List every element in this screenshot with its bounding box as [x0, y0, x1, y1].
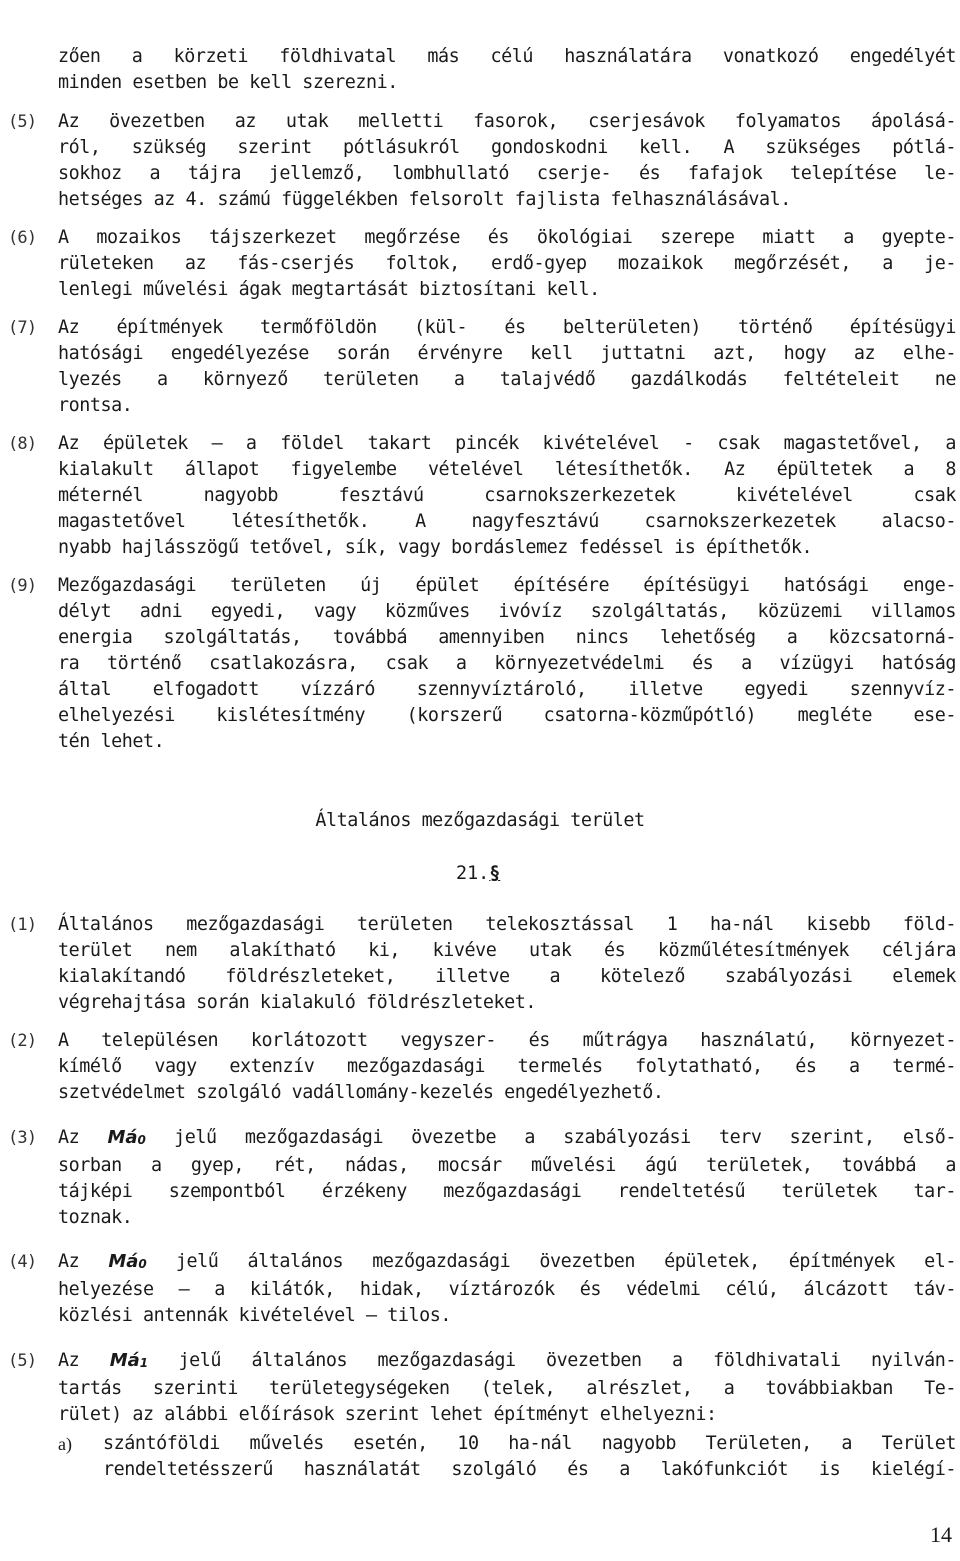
paragraph-line: sokhoz a tájra jellemző, lombhullató cserje- és fafajok telepítése le-	[58, 163, 956, 184]
paragraph-line: tén lehet.	[58, 731, 165, 752]
paragraph-number: (9)	[8, 576, 37, 596]
paragraph-line: Mezőgazdasági területen új épület építésére építésügyi hatósági enge-	[58, 575, 956, 596]
paragraph-line: délyt adni egyedi, vagy közműves ivóvíz szolgáltatás, közüzemi villamos	[58, 601, 956, 622]
paragraph-line: lyezés a környező területen a talajvédő gazdálkodás feltételeit ne	[58, 369, 956, 390]
paragraph-line: ra történő csatlakozásra, csak a környezetvédelmi és a vízügyi hatóság	[58, 653, 956, 674]
paragraph-number: (7)	[8, 318, 37, 338]
paragraph-line: A településen korlátozott vegyszer- és műtrágya használatú, környezet-	[58, 1030, 956, 1051]
paragraph-line: helyezése – a kilátók, hidak, víztározók és védelmi célú, álcázott táv-	[58, 1279, 956, 1300]
list-marker: a)	[58, 1434, 72, 1454]
zone-code-letters: Má	[108, 1251, 139, 1272]
line-rest: jelű általános mezőgazdasági övezetben épületek, építmények el-	[175, 1251, 956, 1272]
paragraph-line: Az épületek – a földel takart pincék kivételével - csak magastetővel, a	[58, 433, 956, 454]
zone-code-subscript: 0	[137, 1133, 146, 1147]
paragraph-line: kialakult állapot figyelembe vételével létesíthetők. Az épültetek a 8	[58, 459, 956, 480]
paragraph-line: Általános mezőgazdasági területen telekosztással 1 ha-nál kisebb föld-	[58, 914, 956, 935]
paragraph-line: hatósági engedélyezése során érvényre kell juttatni azt, hogy az elhe-	[58, 343, 956, 364]
paragraph-line: lenlegi művelési ágak megtartását biztosítani kell.	[58, 279, 600, 300]
paragraph-line: elhelyezési kislétesítmény (korszerű csatorna-közműpótló) megléte ese-	[58, 705, 956, 726]
paragraph-line: toznak.	[58, 1207, 133, 1228]
paragraph-number: (6)	[8, 228, 37, 248]
zone-code	[110, 1350, 148, 1371]
paragraph-line: sorban a gyep, rét, nádas, mocsár művelési ágú területek, továbbá a	[58, 1155, 956, 1176]
paragraph-line-with-zone	[58, 1249, 956, 1275]
paragraph-line: minden esetben be kell szerezni.	[58, 72, 398, 93]
zone-code-subscript: 1	[139, 1356, 149, 1370]
paragraph-line: tartás szerinti területegységeken (telek, alrészlet, a továbbiakban Te-	[58, 1378, 956, 1399]
paragraph-line: energia szolgáltatás, továbbá amennyiben nincs lehetőség a közcsatorná-	[58, 627, 956, 648]
paragraph-number: (4)	[8, 1252, 37, 1272]
page-number: 14	[930, 1522, 952, 1547]
paragraph-line: hetséges az 4. számú függelékben felsorolt fajlista felhasználásával.	[58, 189, 791, 210]
paragraph-line: ról, szükség szerint pótlásukról gondoskodni kell. A szükséges pótlá-	[58, 137, 956, 158]
section-number-value: 21.	[456, 863, 490, 884]
section-mark: §	[489, 863, 501, 884]
paragraph-line: szetvédelmet szolgáló vadállomány-kezelés engedélyezhető.	[58, 1082, 664, 1103]
zone-code	[107, 1127, 145, 1148]
paragraph-number: (2)	[8, 1031, 37, 1051]
paragraph-line: nyabb hajlásszögű tetővel, sík, vagy bordáslemez fedéssel is építhetők.	[58, 537, 813, 558]
zone-code-letters: Má	[109, 1350, 140, 1371]
paragraph-line: rontsa.	[58, 395, 133, 416]
paragraph-line: Az építmények termőföldön (kül- és belterületen) történő építésügyi	[58, 317, 956, 338]
section-title: Általános mezőgazdasági terület	[315, 810, 645, 831]
zone-code-letters: Má	[107, 1127, 138, 1148]
paragraph-line: tájképi szempontból érzékeny mezőgazdasági rendeltetésű területek tar-	[58, 1181, 956, 1202]
paragraph-line: rület) az alábbi előírások szerint lehet építményt elhelyezni:	[58, 1404, 717, 1425]
section-number	[456, 861, 500, 887]
intro-text: Az	[58, 1127, 80, 1148]
paragraph-number: (5)	[8, 112, 37, 132]
paragraph-line-with-zone	[58, 1348, 956, 1374]
paragraph-line: közlési antennák kivételével – tilos.	[58, 1305, 452, 1326]
paragraph-line: rületeken az fás-cserjés foltok, erdő-gyep mozaikok megőrzését, a je-	[58, 253, 956, 274]
paragraph-line-with-zone	[58, 1125, 956, 1151]
zone-code-subscript: 0	[138, 1257, 147, 1271]
paragraph-number: (3)	[8, 1128, 37, 1148]
line-rest: jelű általános mezőgazdasági övezetben a földhivatali nyilván-	[178, 1350, 956, 1371]
paragraph-line: végrehajtása során kialakuló földrészleteket.	[58, 992, 536, 1013]
paragraph-line: által elfogadott vízzáró szennyvíztároló, illetve egyedi szennyvíz-	[58, 679, 956, 700]
list-item-line: szántóföldi művelés esetén, 10 ha-nál nagyobb Területen, a Terület	[103, 1433, 956, 1454]
paragraph-line: kímélő vagy extenzív mezőgazdasági termelés folytatható, és a termé-	[58, 1056, 956, 1077]
line-rest: jelű mezőgazdasági övezetbe a szabályozási terv szerint, első-	[174, 1127, 956, 1148]
paragraph-line: terület nem alakítható ki, kivéve utak és közműlétesítmények céljára	[58, 940, 956, 961]
list-item-line: rendeltetésszerű használatát szolgáló és a lakófunkciót is kielégí-	[103, 1459, 956, 1480]
paragraph-line: zően a körzeti földhivatal más célú használatára vonatkozó engedélyét	[58, 46, 956, 67]
paragraph-line: méternél nagyobb fesztávú csarnokszerkezetek kivételével csak	[58, 485, 956, 506]
intro-text: Az	[58, 1251, 80, 1272]
intro-text: Az	[58, 1350, 80, 1371]
paragraph-number: (1)	[8, 915, 37, 935]
paragraph-line: A mozaikos tájszerkezet megőrzése és ökológiai szerepe miatt a gyepte-	[58, 227, 956, 248]
paragraph-line: magastetővel létesíthetők. A nagyfesztávú csarnokszerkezetek alacso-	[58, 511, 956, 532]
paragraph-line: Az övezetben az utak melletti fasorok, cserjesávok folyamatos ápolásá-	[58, 111, 956, 132]
paragraph-line: kialakítandó földrészleteket, illetve a kötelező szabályozási elemek	[58, 966, 956, 987]
paragraph-number: (5)	[8, 1351, 37, 1371]
zone-code	[108, 1251, 146, 1272]
paragraph-number: (8)	[8, 434, 37, 454]
